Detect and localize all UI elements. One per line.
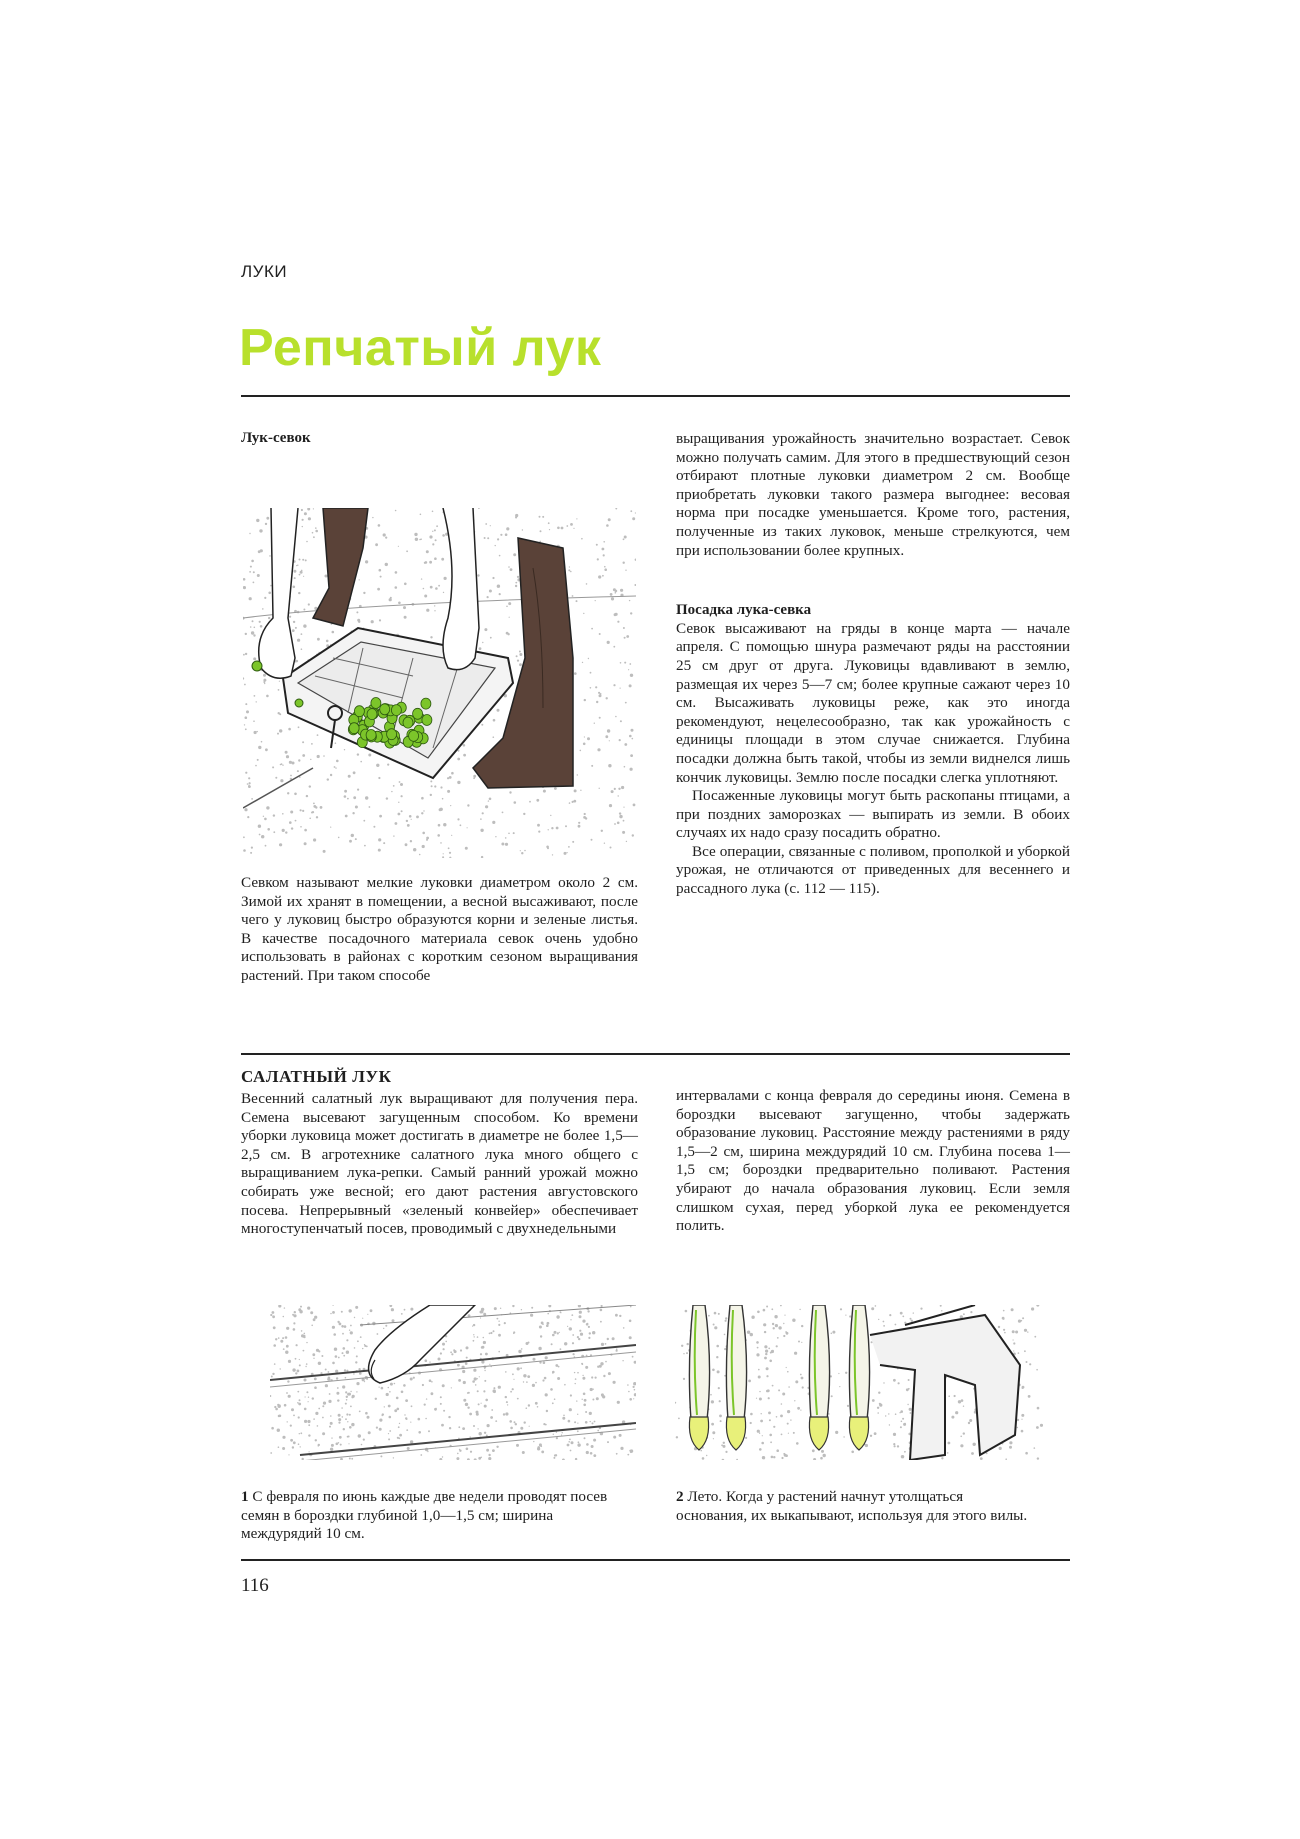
- planting-paragraph-2: Посаженные луковицы могут быть раскопаны птицами, а при поздних заморозках — выпирать из земли. В обоих случаях их надо сразу посадить обратно.: [676, 787, 1070, 842]
- page-number: 116: [241, 1575, 269, 1596]
- salad-onion-right-paragraph: интервалами с конца февраля до середины июня. Семена в бороздки высевают загущенно, чтобы задержать образование луковиц. Расстояние между растениями в ряду 1,5—2 см, ширина междурядий 10 см. Глубина посева 1—1,5 см; бороздки предварительно поливают. Растения убирают до начала образования луковиц. Если земля слишком сухая, перед уборкой лука ее рекомендуется полить.: [676, 1087, 1070, 1235]
- figure-2-caption-text: Лето. Когда у растений начнут утолщаться основания, их выкапывают, используя для этого вилы.: [676, 1488, 1028, 1524]
- subhead-planting: Посадка лука-севка: [676, 602, 812, 619]
- salad-onion-heading: САЛАТНЫЙ ЛУК: [241, 1067, 392, 1086]
- running-head: ЛУКИ: [241, 262, 288, 281]
- sowing-seeds-illustration-icon: [270, 1305, 636, 1460]
- section-rule: [241, 1053, 1070, 1055]
- title-rule: [241, 395, 1070, 397]
- footer-rule: [241, 1559, 1070, 1561]
- onion-sets-left-paragraph: Севком называют мелкие луковки диаметром около 2 см. Зимой их хранят в помещении, а весной высаживают, после чего у луковиц быстро образуются корни и зеленые листья. В качестве посадочного материала севок очень удобно использовать в районах с коротким сезоном выращивания растений. При таком способе: [241, 874, 638, 984]
- figure-1-number: 1: [241, 1488, 249, 1505]
- page-title: Репчатый лук: [239, 319, 602, 377]
- planting-paragraph-3: Все операции, связанные с поливом, прополкой и уборкой урожая, не отличаются от приведенных для весеннего и рассадного лука (с. 112 — 115).: [676, 842, 1070, 898]
- figure-1-caption-text: С февраля по июнь каждые две недели проводят посев семян в бороздки глубиной 1,0—1,5 см; ширина междурядий 10 см.: [241, 1488, 608, 1543]
- lifting-onions-with-fork-illustration-icon: [675, 1305, 1043, 1460]
- onion-sets-right-column: [676, 430, 1070, 899]
- figure-2-caption: [676, 1488, 1036, 1525]
- figure-2-number: 2: [676, 1488, 684, 1505]
- figure-1-caption: [241, 1488, 621, 1544]
- planting-sets-illustration-icon: [243, 508, 636, 858]
- subhead-onion-sets: Лук-севок: [241, 430, 311, 446]
- salad-onion-left-paragraph: Весенний салатный лук выращивают для получения пера. Семена высевают загущенным способом. Ко времени уборки луковица может достигать в диаметре не более 1,5—2,5 см. В агротехнике салатного лука много общего с выращиванием лука-репки. Самый ранний урожай можно собирать уже весной; его дают растения августовского посева. Непрерывный «зеленый конвейер» обеспечивает многоступенчатый посев, проводимый с двухнедельными: [241, 1090, 638, 1238]
- planting-paragraph-1: Севок высаживают на гряды в конце марта — начале апреля. С помощью шнура размечают ряды на расстоянии 25 см друг от друга. Луковицы вдавливают в землю, размещая их через 5—7 см; более крупные сажают через 10 см. Высаживать луковицы реже, как это иногда рекомендуют, нецелесообразно, так как урожайность с единицы площади в этом случае снижается. Глубина посадки должна быть такой, чтобы из земли виднелся лишь кончик луковицы. Землю после посадки слегка уплотняют.: [676, 619, 1070, 786]
- onion-sets-right-paragraph: выращивания урожайность значительно возрастает. Севок можно получать самим. Для этого в предшествующий сезон отбирают плотные луковки диаметром 2 см. Вообще приобретать луковки такого размера выгоднее: весовая норма при посадке уменьшается. Кроме того, растения, полученные из таких луковок, меньше стрелкуются, чем при использовании более крупных.: [676, 430, 1070, 559]
